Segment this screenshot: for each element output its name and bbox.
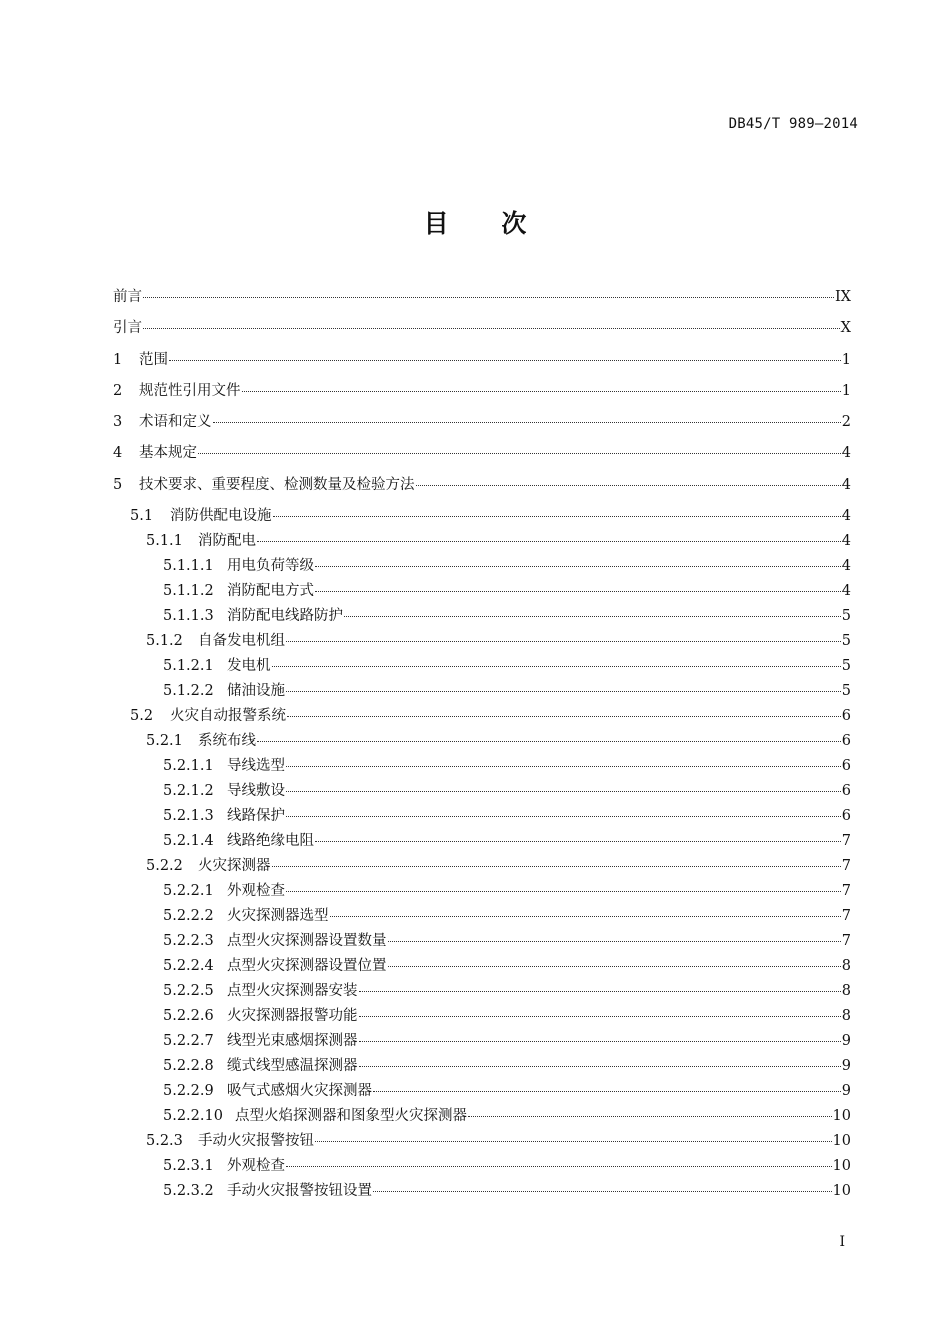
- toc-leader-dots: [359, 1041, 841, 1042]
- toc-leader-dots: [359, 991, 841, 992]
- toc-entry-number: 5.1.2: [146, 633, 183, 650]
- toc-entry-title: 缆式线型感温探测器: [227, 1058, 358, 1075]
- document-code: DB45/T 989—2014: [728, 116, 858, 132]
- toc-entry[interactable]: [113, 1007, 851, 1032]
- toc-entry-number: 5.1.1.3: [163, 608, 214, 625]
- toc-leader-dots: [286, 641, 841, 642]
- toc-entry[interactable]: [113, 288, 851, 319]
- toc-entry-title: 火灾探测器: [198, 858, 271, 875]
- toc-entry-number: 5.2.2.3: [163, 933, 214, 950]
- toc-entry[interactable]: [113, 413, 851, 444]
- toc-entry-number: 5.2.1.2: [163, 783, 214, 800]
- toc-entry-page: 7: [841, 883, 851, 900]
- toc-entry-title: 导线选型: [227, 758, 285, 775]
- toc-entry-page: 9: [841, 1058, 851, 1075]
- toc-entry-page: 6: [841, 808, 851, 825]
- toc-entry-page: 5: [841, 658, 851, 675]
- toc-entry-page: 9: [841, 1083, 851, 1100]
- toc-entry-title: 手动火灾报警按钮: [198, 1133, 314, 1150]
- toc-entry-page: 10: [832, 1108, 851, 1125]
- toc-entry[interactable]: [113, 1132, 851, 1157]
- toc-entry-title: 线型光束感烟探测器: [227, 1033, 358, 1050]
- toc-entry-page: 4: [841, 508, 851, 525]
- toc-entry-page: 10: [832, 1133, 851, 1150]
- toc-leader-dots: [359, 1016, 841, 1017]
- toc-entry-title: 火灾自动报警系统: [170, 708, 286, 725]
- toc-entry-title: 范围: [139, 351, 168, 368]
- toc-entry-page: 4: [841, 583, 851, 600]
- toc-entry[interactable]: [113, 982, 851, 1007]
- toc-leader-dots: [315, 1141, 832, 1142]
- toc-entry[interactable]: [113, 507, 851, 532]
- toc-entry-page: 1: [841, 382, 851, 399]
- toc-entry-title: 外观检查: [227, 883, 285, 900]
- toc-entry-page: X: [840, 320, 851, 337]
- toc-entry[interactable]: [113, 444, 851, 475]
- toc-entry-number: 5.2.2.10: [163, 1108, 223, 1125]
- toc-entry[interactable]: [113, 732, 851, 757]
- toc-entry[interactable]: [113, 857, 851, 882]
- toc-entry-page: 6: [841, 733, 851, 750]
- toc-entry-page: 9: [841, 1033, 851, 1050]
- toc-leader-dots: [373, 1191, 832, 1192]
- toc-leader-dots: [257, 741, 841, 742]
- toc-entry-title: 消防供配电设施: [170, 508, 272, 525]
- toc-entry[interactable]: [113, 607, 851, 632]
- toc-entry-number: 5.2.2.7: [163, 1033, 214, 1050]
- toc-entry-number: 5.2.1.3: [163, 808, 214, 825]
- toc-entry[interactable]: [113, 1182, 851, 1207]
- toc-entry[interactable]: [113, 882, 851, 907]
- toc-entry-number: 1: [113, 351, 123, 368]
- toc-entry-page: 7: [841, 858, 851, 875]
- toc-entry[interactable]: [113, 476, 851, 507]
- toc-leader-dots: [273, 516, 841, 517]
- toc-entry-number: 5: [113, 476, 123, 493]
- toc-leader-dots: [315, 566, 841, 567]
- toc-leader-dots: [468, 1116, 832, 1117]
- toc-leader-dots: [286, 791, 841, 792]
- toc-entry-page: 1: [841, 351, 851, 368]
- toc-leader-dots: [286, 766, 841, 767]
- toc-leader-dots: [344, 616, 841, 617]
- toc-entry-title: 线路保护: [227, 808, 285, 825]
- toc-entry-number: 5.2.2.4: [163, 958, 214, 975]
- toc-entry-number: 5.2.2.5: [163, 983, 214, 1000]
- toc-entry-page: 10: [832, 1183, 851, 1200]
- toc-entry-page: 6: [841, 783, 851, 800]
- toc-entry-page: 5: [841, 683, 851, 700]
- toc-entry-number: 5.2.1.4: [163, 833, 214, 850]
- toc-entry[interactable]: [113, 319, 851, 350]
- toc-entry-title: 系统布线: [198, 733, 256, 750]
- toc-entry[interactable]: [113, 532, 851, 557]
- toc-entry-number: 4: [113, 445, 123, 462]
- toc-entry-title: 规范性引用文件: [139, 382, 241, 399]
- page-number: I: [839, 1234, 845, 1250]
- toc-entry-title: 用电负荷等级: [227, 558, 314, 575]
- toc-entry-title: 点型火灾探测器设置位置: [227, 958, 387, 975]
- toc-leader-dots: [213, 422, 841, 423]
- toc-entry[interactable]: [113, 832, 851, 857]
- toc-entry-title: 基本规定: [139, 445, 197, 462]
- toc-entry-title: 引言: [113, 320, 142, 337]
- toc-entry-title: 发电机: [227, 658, 271, 675]
- toc-entry[interactable]: [113, 1157, 851, 1182]
- toc-leader-dots: [416, 485, 841, 486]
- toc-entry-title: 消防配电线路防护: [227, 608, 343, 625]
- toc-leader-dots: [143, 328, 840, 329]
- toc-leader-dots: [388, 966, 841, 967]
- toc-entry-title: 消防配电方式: [227, 583, 314, 600]
- toc-entry[interactable]: [113, 382, 851, 413]
- toc-entry[interactable]: [113, 557, 851, 582]
- toc-entry-number: 5.2.2.9: [163, 1083, 214, 1100]
- toc-entry-number: 5.1.1.2: [163, 583, 214, 600]
- toc-entry[interactable]: [113, 1032, 851, 1057]
- toc-entry-page: 8: [841, 958, 851, 975]
- toc-entry-number: 5.1.2.1: [163, 658, 214, 675]
- toc-entry-page: 2: [841, 414, 851, 431]
- toc-leader-dots: [315, 841, 841, 842]
- toc-entry-number: 5.1: [130, 508, 154, 525]
- toc-entry-page: 6: [841, 758, 851, 775]
- toc-entry-number: 5.2.1.1: [163, 758, 214, 775]
- toc-entry-number: 2: [113, 382, 123, 399]
- toc-leader-dots: [286, 816, 841, 817]
- toc-entry-number: 5.1.1.1: [163, 558, 214, 575]
- toc-entry-title: 消防配电: [198, 533, 256, 550]
- toc-entry-title: 前言: [113, 289, 142, 305]
- toc-entry[interactable]: [113, 351, 851, 382]
- toc-leader-dots: [359, 1066, 841, 1067]
- toc-entry[interactable]: [113, 1082, 851, 1107]
- toc-entry-number: 5.2.2.8: [163, 1058, 214, 1075]
- toc-entry-number: 5.2.2.6: [163, 1008, 214, 1025]
- toc-entry-number: 5.2: [130, 708, 154, 725]
- toc-leader-dots: [257, 541, 841, 542]
- toc-entry-title: 点型火焰探测器和图象型火灾探测器: [235, 1108, 467, 1125]
- toc-entry[interactable]: [113, 957, 851, 982]
- toc-leader-dots: [272, 866, 841, 867]
- toc-entry[interactable]: [113, 582, 851, 607]
- toc-entry[interactable]: [113, 907, 851, 932]
- toc-entry-number: 5.1.2.2: [163, 683, 214, 700]
- toc-leader-dots: [286, 691, 841, 692]
- toc-entry-title: 自备发电机组: [198, 633, 285, 650]
- toc-entry-number: 5.2.3.1: [163, 1158, 214, 1175]
- toc-entry[interactable]: [113, 707, 851, 732]
- toc-entry-title: 术语和定义: [139, 414, 212, 431]
- toc-leader-dots: [286, 1166, 832, 1167]
- toc-entry[interactable]: [113, 1057, 851, 1082]
- toc-entry-page: 7: [841, 933, 851, 950]
- toc-entry-number: 5.2.2: [146, 858, 183, 875]
- toc-entry-number: 5.2.1: [146, 733, 183, 750]
- toc-entry-number: 5.2.3.2: [163, 1183, 214, 1200]
- toc-entry-number: 5.2.2.2: [163, 908, 214, 925]
- toc-entry[interactable]: [113, 682, 851, 707]
- toc-entry-number: 5.2.3: [146, 1133, 183, 1150]
- toc-entry-page: 8: [841, 983, 851, 1000]
- toc-entry-title: 导线敷设: [227, 783, 285, 800]
- toc-entry-page: 4: [841, 558, 851, 575]
- toc-leader-dots: [242, 391, 841, 392]
- toc-entry-page: 4: [841, 476, 851, 493]
- toc-entry-title: 吸气式感烟火灾探测器: [227, 1083, 372, 1100]
- toc-entry-title: 储油设施: [227, 683, 285, 700]
- toc-entry-page: 7: [841, 833, 851, 850]
- toc-leader-dots: [143, 297, 834, 298]
- toc-entry-number: 5.1.1: [146, 533, 183, 550]
- toc-entry-number: 3: [113, 414, 123, 431]
- toc-entry-title: 火灾探测器报警功能: [227, 1008, 358, 1025]
- toc-entry-title: 外观检查: [227, 1158, 285, 1175]
- toc-entry-page: 5: [841, 608, 851, 625]
- toc-entry-page: 4: [841, 445, 851, 462]
- toc-entry[interactable]: [113, 1107, 851, 1132]
- toc-entry[interactable]: [113, 807, 851, 832]
- toc-entry-title: 手动火灾报警按钮设置: [227, 1183, 372, 1200]
- toc-leader-dots: [286, 891, 841, 892]
- toc-entry-number: 5.2.2.1: [163, 883, 214, 900]
- toc-entry-title: 技术要求、重要程度、检测数量及检验方法: [139, 476, 415, 493]
- toc-entry[interactable]: [113, 632, 851, 657]
- toc-entry-page: 4: [841, 533, 851, 550]
- toc-entry[interactable]: [113, 657, 851, 682]
- toc-leader-dots: [272, 666, 841, 667]
- toc-entry-title: 点型火灾探测器安装: [227, 983, 358, 1000]
- toc-entry[interactable]: [113, 782, 851, 807]
- toc-entry-page: 8: [841, 1008, 851, 1025]
- table-of-contents: [113, 284, 851, 1207]
- toc-entry[interactable]: [113, 932, 851, 957]
- toc-entry-page: IX: [834, 289, 851, 305]
- toc-entry-page: 6: [841, 708, 851, 725]
- toc-leader-dots: [198, 453, 841, 454]
- toc-entry-page: 10: [832, 1158, 851, 1175]
- toc-leader-dots: [287, 716, 841, 717]
- toc-leader-dots: [388, 941, 841, 942]
- toc-entry-page: 5: [841, 633, 851, 650]
- page-title: 目 次: [423, 209, 527, 238]
- toc-entry[interactable]: [113, 757, 851, 782]
- toc-entry-title: 火灾探测器选型: [227, 908, 329, 925]
- toc-leader-dots: [330, 916, 841, 917]
- toc-leader-dots: [373, 1091, 841, 1092]
- toc-entry-page: 7: [841, 908, 851, 925]
- toc-entry-title: 线路绝缘电阻: [227, 833, 314, 850]
- toc-entry-title: 点型火灾探测器设置数量: [227, 933, 387, 950]
- toc-leader-dots: [315, 591, 841, 592]
- toc-leader-dots: [169, 360, 841, 361]
